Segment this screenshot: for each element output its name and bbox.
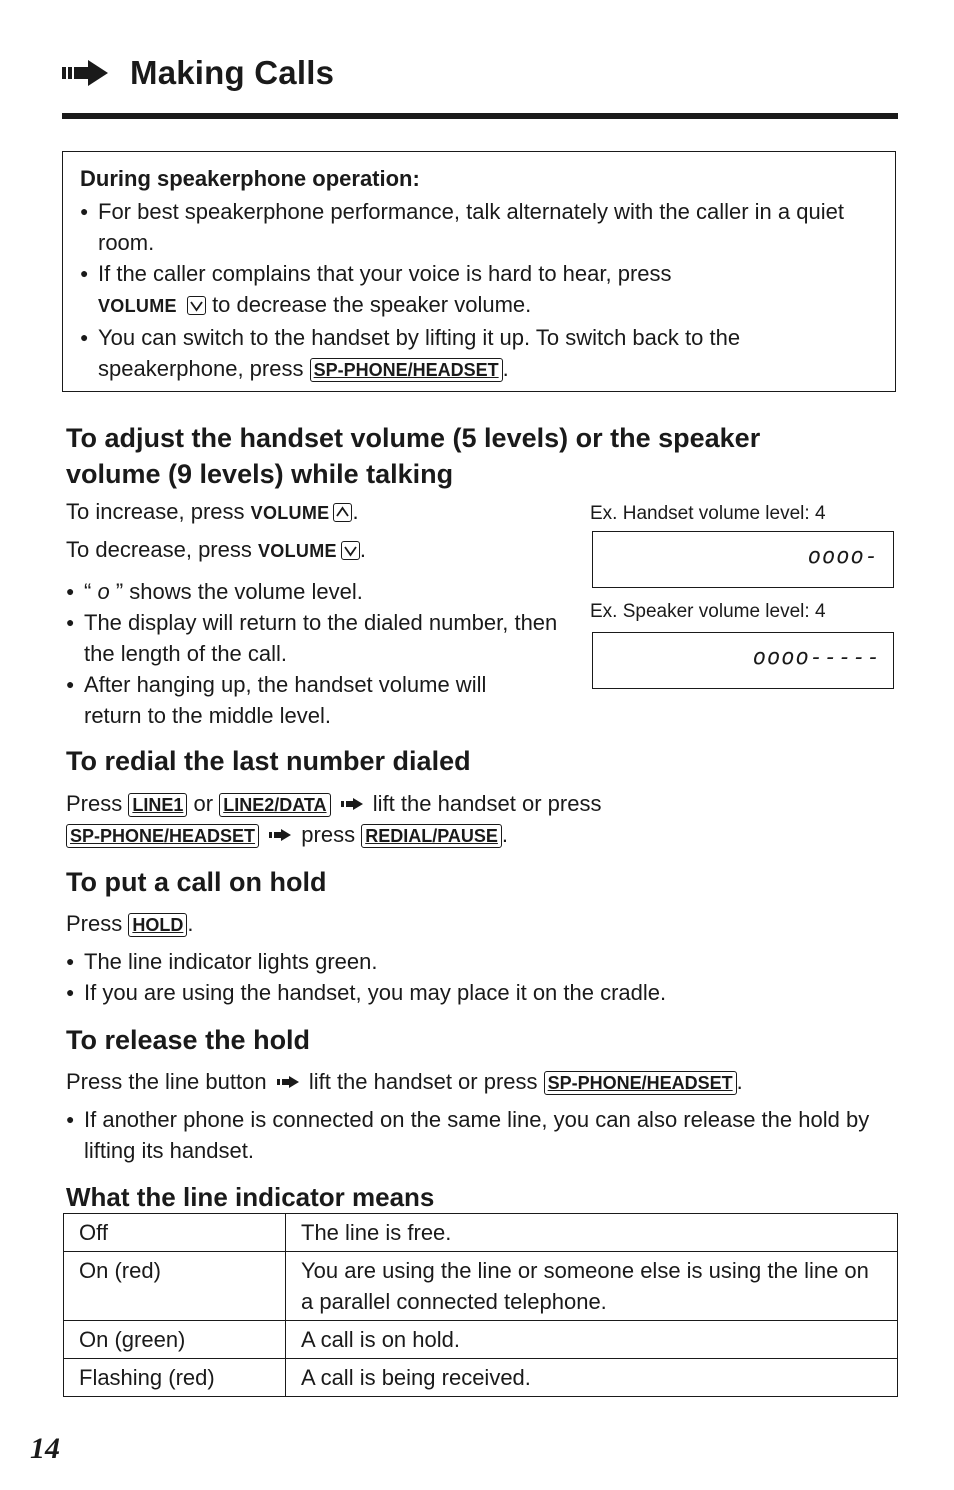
hold-instruction: Press HOLD . [66,911,194,936]
indicator-meaning-cell: The line is free. [286,1214,898,1252]
release-notes-list [66,1104,896,1166]
note-item: ● If the caller complains that your voice is hard to hear, press VOLUME to decrease the speaker volume. [80,258,880,322]
display-readout: οοοο- [807,544,879,569]
volume-label: VOLUME [258,541,337,561]
indicator-table [63,1213,898,1397]
decrease-instruction: To decrease, press VOLUME . [66,537,366,562]
bullet-icon: ● [80,265,89,281]
volume-label: VOLUME [98,296,177,316]
hold-key: HOLD [128,913,187,937]
indicator-state-cell: Flashing (red) [64,1359,286,1397]
list-item: ● “ ο ” shows the volume level. [66,576,576,607]
redial-pause-key: REDIAL/PAUSE [361,824,502,848]
list-item: ● If another phone is connected on the same line, you can also release the hold by lifting its handset. [66,1104,896,1166]
redial-instruction: Press LINE1 or LINE2/DATA lift the handset or press SP-PHONE/HEADSET press REDIAL/PAUSE . [66,791,602,847]
handset-volume-display [592,531,894,588]
arrow-right-icon [269,829,291,841]
indicator-state-cell: On (green) [64,1321,286,1359]
note-item: ● For best speakerphone performance, talk alternately with the caller in a quiet room. [80,196,880,258]
list-item: ● If you are using the handset, you may place it on the cradle. [66,977,896,1008]
bullet-icon: ● [66,676,75,692]
volume-down-icon [341,541,360,560]
page-header [62,54,334,92]
page-title: Making Calls [130,54,335,91]
table-row [64,1252,898,1321]
indicator-meaning-cell: A call is on hold. [286,1321,898,1359]
arrow-right-icon [277,1076,299,1088]
page-number: 14 [30,1432,60,1465]
table-row [64,1359,898,1397]
bullet-icon: ● [66,953,75,969]
sp-phone-headset-key: SP-PHONE/HEADSET [66,824,259,848]
handset-example-caption: Ex. Handset volume level: 4 [590,503,826,524]
increase-instruction: To increase, press VOLUME . [66,499,359,524]
note-item: ● You can switch to the handset by lifting it up. To switch back to the speakerphone, press SP-PHONE/HEADSET . [80,322,880,384]
indicator-state-cell: Off [64,1214,286,1252]
arrow-right-icon [341,798,363,810]
speaker-example-caption: Ex. Speaker volume level: 4 [590,601,826,622]
bullet-icon: ● [66,1111,75,1127]
sp-phone-headset-key: SP-PHONE/HEADSET [310,358,503,382]
hold-heading: To put a call on hold [66,867,327,897]
release-heading: To release the hold [66,1025,311,1055]
indicator-state-cell: On (red) [64,1252,286,1321]
table-row [64,1321,898,1359]
adjust-volume-heading: To adjust the handset volume (5 levels) or the speaker volume (9 levels) while talking [66,423,761,489]
list-item: ● After hanging up, the handset volume will return to the middle level. [66,669,576,731]
volume-down-icon [187,296,206,315]
bullet-icon: ● [66,583,75,599]
volume-up-icon [333,503,352,522]
speaker-volume-display [592,632,894,689]
bullet-icon: ● [66,984,75,1000]
line2-data-key: LINE2/DATA [219,793,330,817]
adjust-notes-list [66,576,576,731]
bullet-icon: ● [66,614,75,630]
line1-key: LINE1 [128,793,187,817]
indicator-meaning-cell: A call is being received. [286,1359,898,1397]
table-row [64,1214,898,1252]
bullet-icon: ● [80,203,89,219]
note-list [80,196,880,384]
display-readout: οοοο----- [752,645,881,670]
list-item: ● The line indicator lights green. [66,946,896,977]
redial-heading: To redial the last number dialed [66,746,471,776]
note-heading: During speakerphone operation: [80,166,420,191]
bullet-icon: ● [80,329,89,345]
sp-phone-headset-key: SP-PHONE/HEADSET [544,1071,737,1095]
release-instruction: Press the line button lift the handset or press SP-PHONE/HEADSET . [66,1069,743,1094]
title-divider [62,113,898,119]
hold-notes-list [66,946,896,1008]
arrow-right-icon [62,60,108,86]
list-item: ● The display will return to the dialed number, then the length of the call. [66,607,576,669]
indicator-meaning-cell: You are using the line or someone else is using the line on a parallel connected telephone. [286,1252,898,1321]
volume-label: VOLUME [250,503,330,523]
speakerphone-note-box [62,151,896,392]
indicator-heading: What the line indicator means [66,1182,435,1212]
